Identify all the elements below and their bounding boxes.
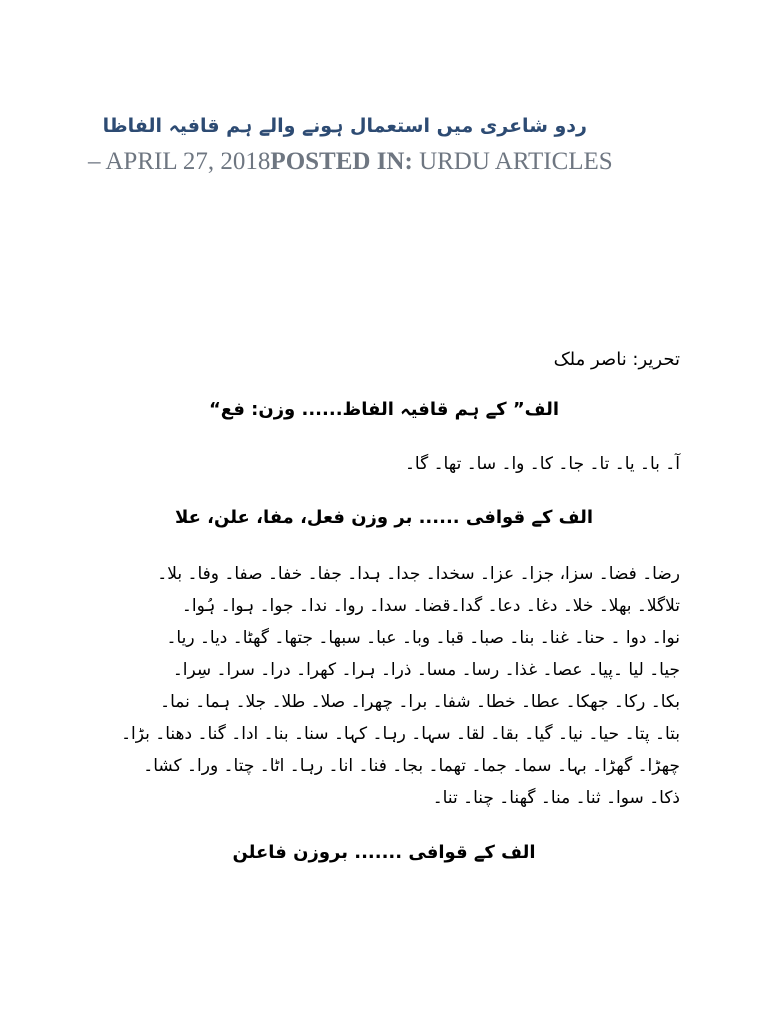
section-heading-3: الف کے قوافی ....... بروزن فاعلن: [232, 842, 536, 863]
post-date: – APRIL 27, 2018: [88, 148, 271, 175]
body-line: رضا۔ فضا۔ سزا، جزا۔ عزا۔ سخدا۔ جدا۔ ہدا۔ جفا۔ خفا۔ صفا۔ وفا۔ بلا۔: [157, 564, 680, 584]
body-line: ذکا۔ سوا۔ ثنا۔ منا۔ گھنا۔ چنا۔ تنا۔: [432, 788, 680, 808]
rhyme-list-short: آ۔ با۔ یا۔ تا۔ جا۔ کا۔ وا۔ سا۔ تھا۔ گا۔: [404, 454, 680, 474]
posted-in-label: POSTED IN:: [270, 148, 413, 175]
body-line: چھڑا۔ گھڑا۔ بہا۔ سما۔ جما۔ تھما۔ بجا۔ فنا۔ انا۔ رہا۔ اٹا۔ چتا۔ ورا۔ کشا۔: [143, 756, 680, 776]
body-line: بکا۔ رکا۔ جھکا۔ عطا۔ خطا۔ شفا۔ برا۔ چھرا۔ صلا۔ طلا۔ جلا۔ ہما۔ نما۔: [160, 692, 680, 712]
post-category: URDU ARTICLES: [412, 148, 613, 175]
article-meta: [88, 146, 613, 178]
article-title: ردو شاعری میں استعمال ہونے والے ہم قافیہ الفاظا: [102, 115, 587, 137]
rhyme-list-body: [121, 558, 680, 814]
section-heading-2: الف کے قوافی ...... بر وزن فعل، مفا، علن، علا: [174, 507, 594, 528]
body-line: نوا۔ دوا ۔ حنا۔ غنا۔ بنا۔ صبا۔ قبا۔ وبا۔ عبا۔ سبھا۔ جتھا۔ گھٹا۔ دیا۔ ریا۔: [166, 628, 680, 648]
section-heading-1: الف” کے ہم قافیہ الفاظ...... وزن: فع“: [208, 399, 560, 420]
body-line: بتا۔ پتا۔ حیا۔ نیا۔ گیا۔ بقا۔ لقا۔ سہا۔ رہا۔ کہا۔ سنا۔ بنا۔ ادا۔ گنا۔ دھنا۔ بڑا۔: [121, 724, 680, 744]
author-line: تحریر: ناصر ملک: [553, 349, 680, 370]
body-line: جیا۔ لیا ۔پیا۔ عصا۔ غذا۔ رسا۔ مسا۔ ذرا۔ ہرا۔ کھرا۔ درا۔ سرا۔ سِرا۔: [172, 660, 680, 680]
body-line: تلاگلا۔ بھلا۔ خلا۔ دغا۔ دعا۔ گدا۔قضا۔ سدا۔ روا۔ ندا۔ جوا۔ ہوا۔ ہُوا۔: [181, 596, 680, 616]
